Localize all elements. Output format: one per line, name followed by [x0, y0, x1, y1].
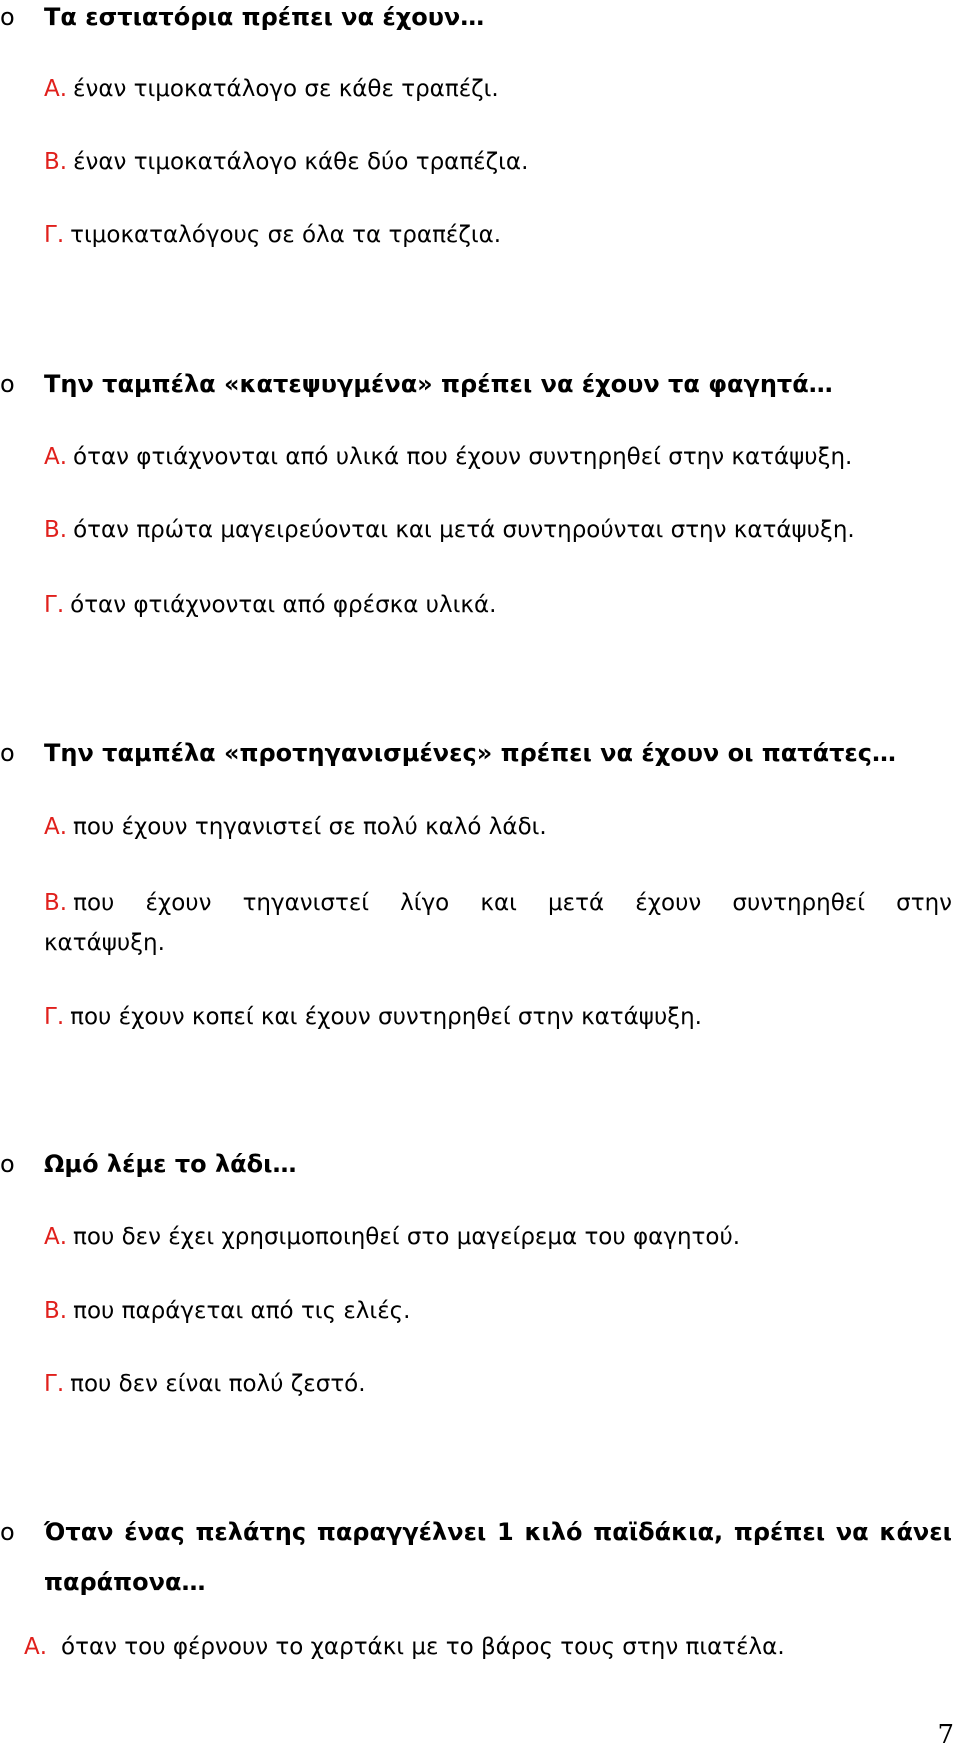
option-letter: Β. [44, 517, 68, 543]
option-item [44, 147, 528, 177]
bullet-icon: o [0, 1518, 15, 1546]
option-item [24, 1632, 785, 1662]
option-item [44, 590, 496, 620]
question-text: Ωμό λέμε το λάδι… [44, 1150, 297, 1178]
option-letter: Γ. [44, 592, 65, 618]
option-text: όταν φτιάχνονται από υλικά που έχουν συντηρηθεί στην κατάψυξη. [73, 444, 853, 470]
option-item [44, 1222, 740, 1252]
option-text: που δεν είναι πολύ ζεστό. [70, 1371, 366, 1397]
bullet-icon: o [0, 1150, 15, 1178]
option-letter: Α. [44, 1224, 68, 1250]
bullet-icon: o [0, 370, 15, 398]
option-text: έναν τιμοκατάλογο κάθε δύο τραπέζια. [73, 149, 529, 175]
option-item [44, 220, 501, 250]
bullet-icon: o [0, 3, 15, 31]
option-text: τιμοκαταλόγους σε όλα τα τραπέζια. [70, 222, 502, 248]
option-text: όταν πρώτα μαγειρεύονται και μετά συντηρούνται στην κατάψυξη. [73, 517, 855, 543]
option-text: όταν φτιάχνονται από φρέσκα υλικά. [70, 592, 497, 618]
option-letter: Γ. [44, 1004, 65, 1030]
option-letter: Α. [44, 76, 68, 102]
question-text: Την ταμπέλα «προτηγανισμένες» πρέπει να έχουν οι πατάτες… [44, 739, 896, 767]
option-letter: Α. [44, 814, 68, 840]
option-letter: Α. [24, 1634, 48, 1660]
option-letter: Α. [44, 444, 68, 470]
question-text: Τα εστιατόρια πρέπει να έχουν… [44, 3, 485, 31]
option-text: που δεν έχει χρησιμοποιηθεί στο μαγείρεμα του φαγητού. [73, 1224, 741, 1250]
bullet-icon: o [0, 739, 15, 767]
option-letter: Γ. [44, 1371, 65, 1397]
option-text: που έχουν τηγανιστεί σε πολύ καλό λάδι. [73, 814, 547, 840]
option-item [44, 1002, 702, 1032]
question-text: Όταν ένας πελάτης παραγγέλνει 1 κιλό παϊδάκια, πρέπει να κάνει παράπονα… [44, 1518, 952, 1596]
option-item [44, 812, 547, 842]
option-letter: Γ. [44, 222, 65, 248]
option-item [44, 442, 852, 472]
question-text: Την ταμπέλα «κατεψυγμένα» πρέπει να έχουν τα φαγητά… [44, 370, 833, 398]
option-item [44, 1369, 366, 1399]
option-letter: Β. [44, 1298, 68, 1324]
option-text: που έχουν κοπεί και έχουν συντηρηθεί στην κατάψυξη. [70, 1004, 702, 1030]
page-number: 7 [937, 1720, 954, 1750]
option-item [44, 74, 499, 104]
option-text: που παράγεται από τις ελιές. [73, 1298, 411, 1324]
option-text: που έχουν τηγανιστεί λίγο και μετά έχουν συντηρηθεί στην κατάψυξη. [44, 890, 952, 956]
option-item [44, 883, 952, 963]
option-item [44, 1296, 410, 1326]
option-letter: Β. [44, 149, 68, 175]
option-letter: Β. [44, 890, 68, 916]
option-item [44, 515, 855, 545]
option-text: έναν τιμοκατάλογο σε κάθε τραπέζι. [73, 76, 499, 102]
option-text: όταν του φέρνουν το χαρτάκι με το βάρος τους στην πιατέλα. [61, 1634, 785, 1660]
